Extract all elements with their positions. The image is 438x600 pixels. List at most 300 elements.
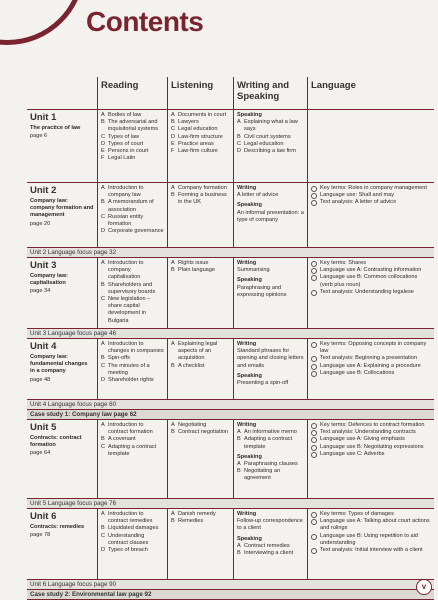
language-focus-5[interactable]: Unit 5 Language focus page 76 bbox=[27, 499, 434, 509]
item-letter: B bbox=[171, 192, 175, 199]
language-item bbox=[311, 341, 431, 355]
list-item bbox=[101, 444, 164, 458]
language-cell bbox=[307, 183, 434, 247]
list-item bbox=[171, 260, 230, 267]
listening-cell bbox=[167, 110, 233, 182]
language-item bbox=[311, 289, 431, 296]
language-cell bbox=[307, 420, 434, 498]
circle-bullet-icon bbox=[311, 534, 317, 540]
item-text: Types of court bbox=[108, 140, 144, 147]
unit-row bbox=[27, 258, 434, 329]
item-letter: D bbox=[101, 547, 106, 554]
item-text: Language use C: Adverbs bbox=[320, 450, 385, 457]
unit-number: Unit 5 bbox=[30, 422, 57, 433]
list-item bbox=[101, 148, 164, 155]
language-cell bbox=[307, 509, 434, 579]
item-text: Text analysis: Understanding contracts bbox=[320, 429, 416, 436]
item-text: Language use A: Giving emphasis bbox=[320, 436, 405, 443]
circle-bullet-icon bbox=[311, 445, 317, 451]
case-study-1[interactable]: Case study 1: Company law page 62 bbox=[27, 410, 434, 420]
unit-title: Contracts: remedies bbox=[30, 524, 85, 530]
item-letter: C bbox=[171, 126, 176, 133]
listening-cell bbox=[167, 509, 233, 579]
language-item bbox=[311, 185, 431, 192]
item-text: Company formation bbox=[178, 185, 227, 191]
language-item bbox=[311, 199, 431, 206]
list-item bbox=[237, 148, 304, 155]
reading-cell bbox=[97, 183, 167, 247]
language-item bbox=[311, 533, 431, 547]
item-letter: C bbox=[101, 133, 106, 140]
item-text: Key terms: Types of damages bbox=[320, 511, 394, 517]
item-text: Language use B: Using repetition to aid understanding bbox=[320, 532, 418, 546]
list-item bbox=[237, 348, 304, 370]
list-item bbox=[101, 525, 164, 532]
unit-number: Unit 2 bbox=[30, 185, 57, 196]
item-text: Explaining what a law says bbox=[244, 119, 298, 133]
section-heading: Speaking bbox=[237, 202, 262, 209]
header-language: Language bbox=[307, 77, 434, 109]
item-text: Key terms: Defences to contract formation bbox=[320, 422, 425, 428]
item-letter: A bbox=[237, 542, 241, 549]
section-heading: Speaking bbox=[237, 535, 262, 542]
unit-cell[interactable] bbox=[27, 420, 97, 498]
item-letter: B bbox=[237, 550, 241, 557]
list-item bbox=[237, 285, 304, 299]
item-letter: F bbox=[101, 155, 105, 162]
item-text: Text analysis: Understanding legalese bbox=[320, 288, 414, 295]
item-text: Explaining legal aspects of an acquisition bbox=[178, 341, 218, 362]
unit-number: Unit 1 bbox=[30, 112, 57, 123]
list-item bbox=[237, 141, 304, 148]
writing-speaking-cell bbox=[233, 110, 307, 182]
item-text: Introduction to company capitalisation bbox=[108, 260, 144, 281]
unit-group-3 bbox=[27, 339, 434, 400]
list-item bbox=[101, 155, 164, 162]
language-item bbox=[311, 436, 431, 443]
unit-title: Company law: company formation and management bbox=[30, 198, 94, 219]
circle-bullet-icon bbox=[311, 356, 317, 362]
item-text: Language use B: Collocations bbox=[320, 369, 395, 376]
reading-cell bbox=[97, 110, 167, 182]
circle-bullet-icon bbox=[311, 268, 317, 274]
unit-group-4 bbox=[27, 420, 434, 499]
circle-bullet-icon bbox=[311, 452, 317, 458]
unit-title: Contracts: contract formation bbox=[30, 435, 82, 449]
item-text: Rights issue bbox=[178, 260, 209, 266]
item-letter: D bbox=[101, 228, 106, 235]
list-item bbox=[101, 511, 164, 525]
item-letter: E bbox=[171, 140, 175, 147]
list-item bbox=[101, 282, 164, 296]
decorative-arc bbox=[0, 0, 85, 45]
item-text: An informal presentation: a type of company bbox=[237, 209, 304, 223]
item-letter: A bbox=[171, 422, 175, 428]
circle-bullet-icon bbox=[311, 275, 317, 281]
item-text: Types of breach bbox=[108, 547, 148, 554]
item-letter: D bbox=[101, 140, 106, 147]
section-heading: Speaking bbox=[237, 372, 262, 379]
item-text: The minutes of a meeting bbox=[108, 362, 150, 376]
circle-bullet-icon bbox=[311, 437, 317, 443]
table-header bbox=[27, 77, 434, 110]
writing-speaking-cell bbox=[233, 258, 307, 328]
unit-row bbox=[27, 339, 434, 400]
reading-cell bbox=[97, 420, 167, 498]
language-item bbox=[311, 355, 431, 362]
unit-group-5 bbox=[27, 509, 434, 580]
item-text: Text analysis: Initial interview with a client bbox=[320, 547, 423, 554]
list-item bbox=[237, 210, 304, 224]
item-letter: B bbox=[171, 518, 175, 525]
item-text: Legal Latin bbox=[108, 155, 136, 162]
list-item bbox=[171, 134, 230, 141]
item-text: Negotiating an agreement bbox=[244, 468, 281, 482]
circle-bullet-icon bbox=[311, 364, 317, 370]
item-letter: C bbox=[101, 443, 106, 450]
item-text: Legal education bbox=[244, 140, 284, 147]
reading-cell bbox=[97, 339, 167, 399]
circle-bullet-icon bbox=[311, 548, 317, 554]
item-letter: A bbox=[101, 260, 105, 266]
item-letter: F bbox=[171, 148, 175, 155]
item-text: Danish remedy bbox=[178, 511, 216, 517]
item-text: Types of law bbox=[108, 133, 140, 140]
item-letter: D bbox=[101, 377, 106, 384]
circle-bullet-icon bbox=[311, 371, 317, 377]
item-letter: C bbox=[101, 213, 106, 220]
item-text: Introduction to company law bbox=[108, 185, 144, 199]
item-letter: B bbox=[171, 267, 175, 274]
unit-group-1 bbox=[27, 110, 434, 248]
item-letter: A bbox=[101, 185, 105, 191]
language-item bbox=[311, 511, 431, 518]
section-heading: Speaking bbox=[237, 277, 262, 284]
item-letter: C bbox=[101, 296, 106, 303]
item-letter: C bbox=[237, 140, 242, 147]
list-item bbox=[237, 468, 304, 482]
list-item bbox=[101, 533, 164, 547]
list-item bbox=[171, 341, 230, 363]
item-text: Persons in court bbox=[108, 148, 149, 155]
list-item bbox=[171, 119, 230, 126]
item-text: Language use A: Talking about court actions and rulings bbox=[320, 518, 430, 532]
unit-cell[interactable] bbox=[27, 110, 97, 182]
unit-number: Unit 6 bbox=[30, 511, 57, 522]
language-item bbox=[311, 429, 431, 436]
unit-row bbox=[27, 509, 434, 580]
language-item bbox=[311, 547, 431, 554]
list-item bbox=[171, 185, 230, 192]
case-study-2[interactable]: Case study 2: Environmental law page 92 bbox=[27, 590, 434, 600]
section-heading: Writing bbox=[237, 511, 257, 517]
list-item bbox=[101, 119, 164, 133]
item-letter: E bbox=[101, 148, 105, 155]
item-text: Key terms: Shares bbox=[320, 260, 367, 266]
list-item bbox=[101, 199, 164, 213]
item-text: Standard phrases for opening and closing letters and emails bbox=[237, 348, 304, 369]
list-item bbox=[101, 185, 164, 199]
list-item bbox=[237, 380, 304, 387]
list-item bbox=[101, 296, 164, 325]
list-item bbox=[101, 547, 164, 554]
item-text: Language use A: Explaining a procedure bbox=[320, 362, 421, 369]
circle-bullet-icon bbox=[311, 290, 317, 296]
circle-bullet-icon bbox=[311, 423, 317, 429]
item-text: Describing a law firm bbox=[244, 148, 296, 155]
unit-title: Company law: fundamental changes in a company bbox=[30, 354, 88, 375]
item-letter: A bbox=[237, 119, 241, 126]
item-letter: D bbox=[171, 133, 176, 140]
circle-bullet-icon bbox=[311, 200, 317, 206]
item-letter: D bbox=[237, 148, 242, 155]
list-item bbox=[171, 192, 230, 206]
item-text: Contract negotiation bbox=[178, 429, 229, 436]
unit-page: page 20 bbox=[30, 220, 51, 227]
item-text: Language use B: Negotiating expressions bbox=[320, 443, 424, 450]
list-item bbox=[171, 518, 230, 525]
item-text: Introduction to changes in companies bbox=[108, 341, 164, 355]
list-item bbox=[171, 429, 230, 436]
item-text: A letter of advice bbox=[237, 192, 279, 199]
list-item bbox=[101, 112, 164, 119]
unit-number: Unit 4 bbox=[30, 341, 57, 352]
language-item bbox=[311, 267, 431, 274]
reading-cell bbox=[97, 509, 167, 579]
language-focus-6[interactable]: Unit 6 Language focus page 90 bbox=[27, 580, 434, 590]
item-text: Legal education bbox=[178, 126, 218, 133]
item-letter: A bbox=[101, 422, 105, 428]
item-text: Liquidated damages bbox=[108, 525, 159, 532]
list-item bbox=[237, 461, 304, 468]
language-focus-2[interactable]: Unit 2 Language focus page 32 bbox=[27, 248, 434, 258]
list-item bbox=[171, 511, 230, 518]
section-heading: Writing bbox=[237, 422, 257, 428]
header-writing-speaking: Writing and Speaking bbox=[233, 77, 307, 109]
unit-row bbox=[27, 420, 434, 499]
list-item bbox=[171, 148, 230, 155]
item-text: Civil court systems bbox=[244, 133, 291, 140]
language-focus-4[interactable]: Unit 4 Language focus page 60 bbox=[27, 400, 434, 410]
language-item bbox=[311, 444, 431, 451]
item-text: Bodies of law bbox=[108, 112, 142, 118]
language-item bbox=[311, 192, 431, 199]
section-heading: Speaking bbox=[237, 453, 262, 460]
item-text: Text analysis: Beginning a presentation bbox=[320, 355, 418, 362]
item-text: Paraphrasing clauses bbox=[244, 461, 298, 468]
item-letter: A bbox=[171, 185, 175, 191]
item-letter: B bbox=[171, 119, 175, 126]
item-text: Interviewing a client bbox=[244, 550, 294, 557]
list-item bbox=[237, 436, 304, 450]
item-text: Lawyers bbox=[178, 119, 199, 126]
writing-speaking-cell bbox=[233, 420, 307, 498]
list-item bbox=[237, 543, 304, 550]
unit-page: page 48 bbox=[30, 376, 51, 383]
item-text: Language use B: Common collocations (verb plus noun) bbox=[320, 274, 418, 288]
section-heading: Writing bbox=[237, 260, 257, 266]
item-text: Language use A: Contrasting information bbox=[320, 267, 422, 274]
language-item bbox=[311, 422, 431, 429]
item-text: Key terms: Roles in company management bbox=[320, 185, 427, 191]
unit-cell[interactable] bbox=[27, 509, 97, 579]
unit-page: page 6 bbox=[30, 133, 48, 140]
list-item bbox=[101, 363, 164, 377]
language-cell bbox=[307, 258, 434, 328]
list-item bbox=[171, 267, 230, 274]
unit-title: Company law: capitalisation bbox=[30, 273, 68, 287]
item-text: Summarising bbox=[237, 267, 270, 274]
item-text: A covenant bbox=[108, 436, 136, 443]
reading-cell bbox=[97, 258, 167, 328]
item-text: Paraphrasing and expressing opinions bbox=[237, 284, 287, 298]
language-item bbox=[311, 260, 431, 267]
language-focus-3[interactable]: Unit 3 Language focus page 46 bbox=[27, 329, 434, 339]
item-text: Documents in court bbox=[178, 112, 227, 118]
item-text: Spin-offs bbox=[108, 355, 130, 362]
item-text: Shareholders and supervisory boards bbox=[108, 281, 156, 295]
item-text: Presenting a spin-off bbox=[237, 380, 289, 387]
list-item bbox=[237, 192, 304, 199]
item-letter: B bbox=[237, 436, 241, 443]
list-item bbox=[101, 134, 164, 141]
list-item bbox=[171, 126, 230, 133]
item-letter: B bbox=[171, 429, 175, 436]
list-item bbox=[237, 518, 304, 532]
list-item bbox=[171, 112, 230, 119]
unit-number: Unit 3 bbox=[30, 260, 57, 271]
list-item bbox=[101, 377, 164, 384]
item-text: Negotiating bbox=[178, 422, 207, 428]
section-heading: Writing bbox=[237, 185, 257, 191]
circle-bullet-icon bbox=[311, 261, 317, 267]
item-text: Plain language bbox=[178, 267, 216, 274]
item-text: Shareholder rights bbox=[108, 377, 154, 384]
header-listening: Listening bbox=[167, 77, 233, 109]
circle-bullet-icon bbox=[311, 342, 317, 348]
item-text: Corporate governance bbox=[108, 228, 164, 235]
circle-bullet-icon bbox=[311, 519, 317, 525]
item-letter: B bbox=[101, 119, 105, 126]
item-text: Practice areas bbox=[178, 140, 214, 147]
list-item bbox=[101, 214, 164, 228]
item-letter: B bbox=[101, 355, 105, 362]
item-letter: B bbox=[101, 525, 105, 532]
list-item bbox=[171, 363, 230, 370]
writing-speaking-cell bbox=[233, 183, 307, 247]
item-text: Law-firm structure bbox=[178, 133, 223, 140]
list-item bbox=[101, 260, 164, 282]
item-text: Understanding contract clauses bbox=[108, 532, 149, 546]
list-item bbox=[101, 355, 164, 362]
list-item bbox=[101, 228, 164, 235]
list-item bbox=[101, 436, 164, 443]
item-text: A checklist bbox=[178, 362, 205, 369]
writing-speaking-cell bbox=[233, 509, 307, 579]
list-item bbox=[101, 341, 164, 355]
item-text: Remedies bbox=[178, 518, 204, 525]
item-text: New legislation – share capital development in Bulgaria bbox=[108, 296, 151, 324]
item-letter: C bbox=[101, 362, 106, 369]
section-heading: Speaking bbox=[237, 112, 262, 118]
item-letter: A bbox=[171, 341, 175, 347]
item-letter: B bbox=[101, 436, 105, 443]
circle-bullet-icon bbox=[311, 512, 317, 518]
item-letter: A bbox=[101, 341, 105, 347]
item-text: Introduction to contract formation bbox=[108, 422, 153, 436]
list-item bbox=[237, 267, 304, 274]
circle-bullet-icon bbox=[311, 193, 317, 199]
item-text: Adapting a contract template bbox=[244, 436, 293, 450]
language-item bbox=[311, 363, 431, 370]
unit-cell[interactable] bbox=[27, 183, 97, 247]
item-text: The adversarial and inquisitorial systems bbox=[108, 119, 159, 133]
item-letter: C bbox=[101, 532, 106, 539]
item-letter: B bbox=[101, 199, 105, 206]
listening-cell bbox=[167, 339, 233, 399]
unit-page: page 34 bbox=[30, 288, 51, 295]
listening-cell bbox=[167, 258, 233, 328]
listening-cell bbox=[167, 183, 233, 247]
list-item bbox=[171, 141, 230, 148]
language-cell bbox=[307, 339, 434, 399]
item-letter: A bbox=[101, 112, 105, 118]
section-heading: Writing bbox=[237, 341, 257, 347]
item-text: Key terms: Opposing concepts in company law bbox=[320, 341, 427, 355]
writing-speaking-cell bbox=[233, 339, 307, 399]
page-number: v bbox=[416, 579, 432, 595]
language-item bbox=[311, 370, 431, 377]
unit-cell[interactable] bbox=[27, 258, 97, 328]
unit-group-2 bbox=[27, 258, 434, 329]
unit-row bbox=[27, 110, 434, 183]
item-text: Adapting a contract template bbox=[108, 443, 157, 457]
unit-cell[interactable] bbox=[27, 339, 97, 399]
header-unit bbox=[27, 77, 97, 109]
item-text: Russian entity formation bbox=[108, 213, 144, 228]
header-reading: Reading bbox=[97, 77, 167, 109]
language-cell bbox=[307, 110, 434, 182]
item-letter: B bbox=[237, 468, 241, 475]
item-text: Forming a business in the UK bbox=[178, 192, 227, 206]
list-item bbox=[237, 119, 304, 133]
language-item bbox=[311, 274, 431, 288]
item-text: Follow-up correspondence to a client bbox=[237, 518, 303, 532]
item-text: An informative memo bbox=[244, 429, 297, 436]
list-item bbox=[101, 141, 164, 148]
item-text: Language use: Shall and may bbox=[320, 192, 395, 199]
item-letter: B bbox=[237, 133, 241, 140]
listening-cell bbox=[167, 420, 233, 498]
item-letter: A bbox=[171, 112, 175, 118]
list-item bbox=[171, 422, 230, 429]
item-letter: A bbox=[171, 511, 175, 517]
item-letter: B bbox=[171, 362, 175, 369]
unit-title: The practice of law bbox=[30, 125, 81, 131]
list-item bbox=[237, 134, 304, 141]
page-title: Contents bbox=[86, 6, 204, 37]
list-item bbox=[101, 422, 164, 436]
unit-row bbox=[27, 183, 434, 248]
circle-bullet-icon bbox=[311, 186, 317, 192]
unit-page: page 78 bbox=[30, 532, 51, 539]
item-text: Introduction to contract remedies bbox=[108, 511, 153, 525]
item-letter: A bbox=[101, 511, 105, 517]
item-text: Text analysis: A letter of advice bbox=[320, 199, 397, 206]
unit-page: page 64 bbox=[30, 450, 51, 457]
item-text: Contract remedies bbox=[244, 542, 290, 549]
list-item bbox=[237, 550, 304, 557]
